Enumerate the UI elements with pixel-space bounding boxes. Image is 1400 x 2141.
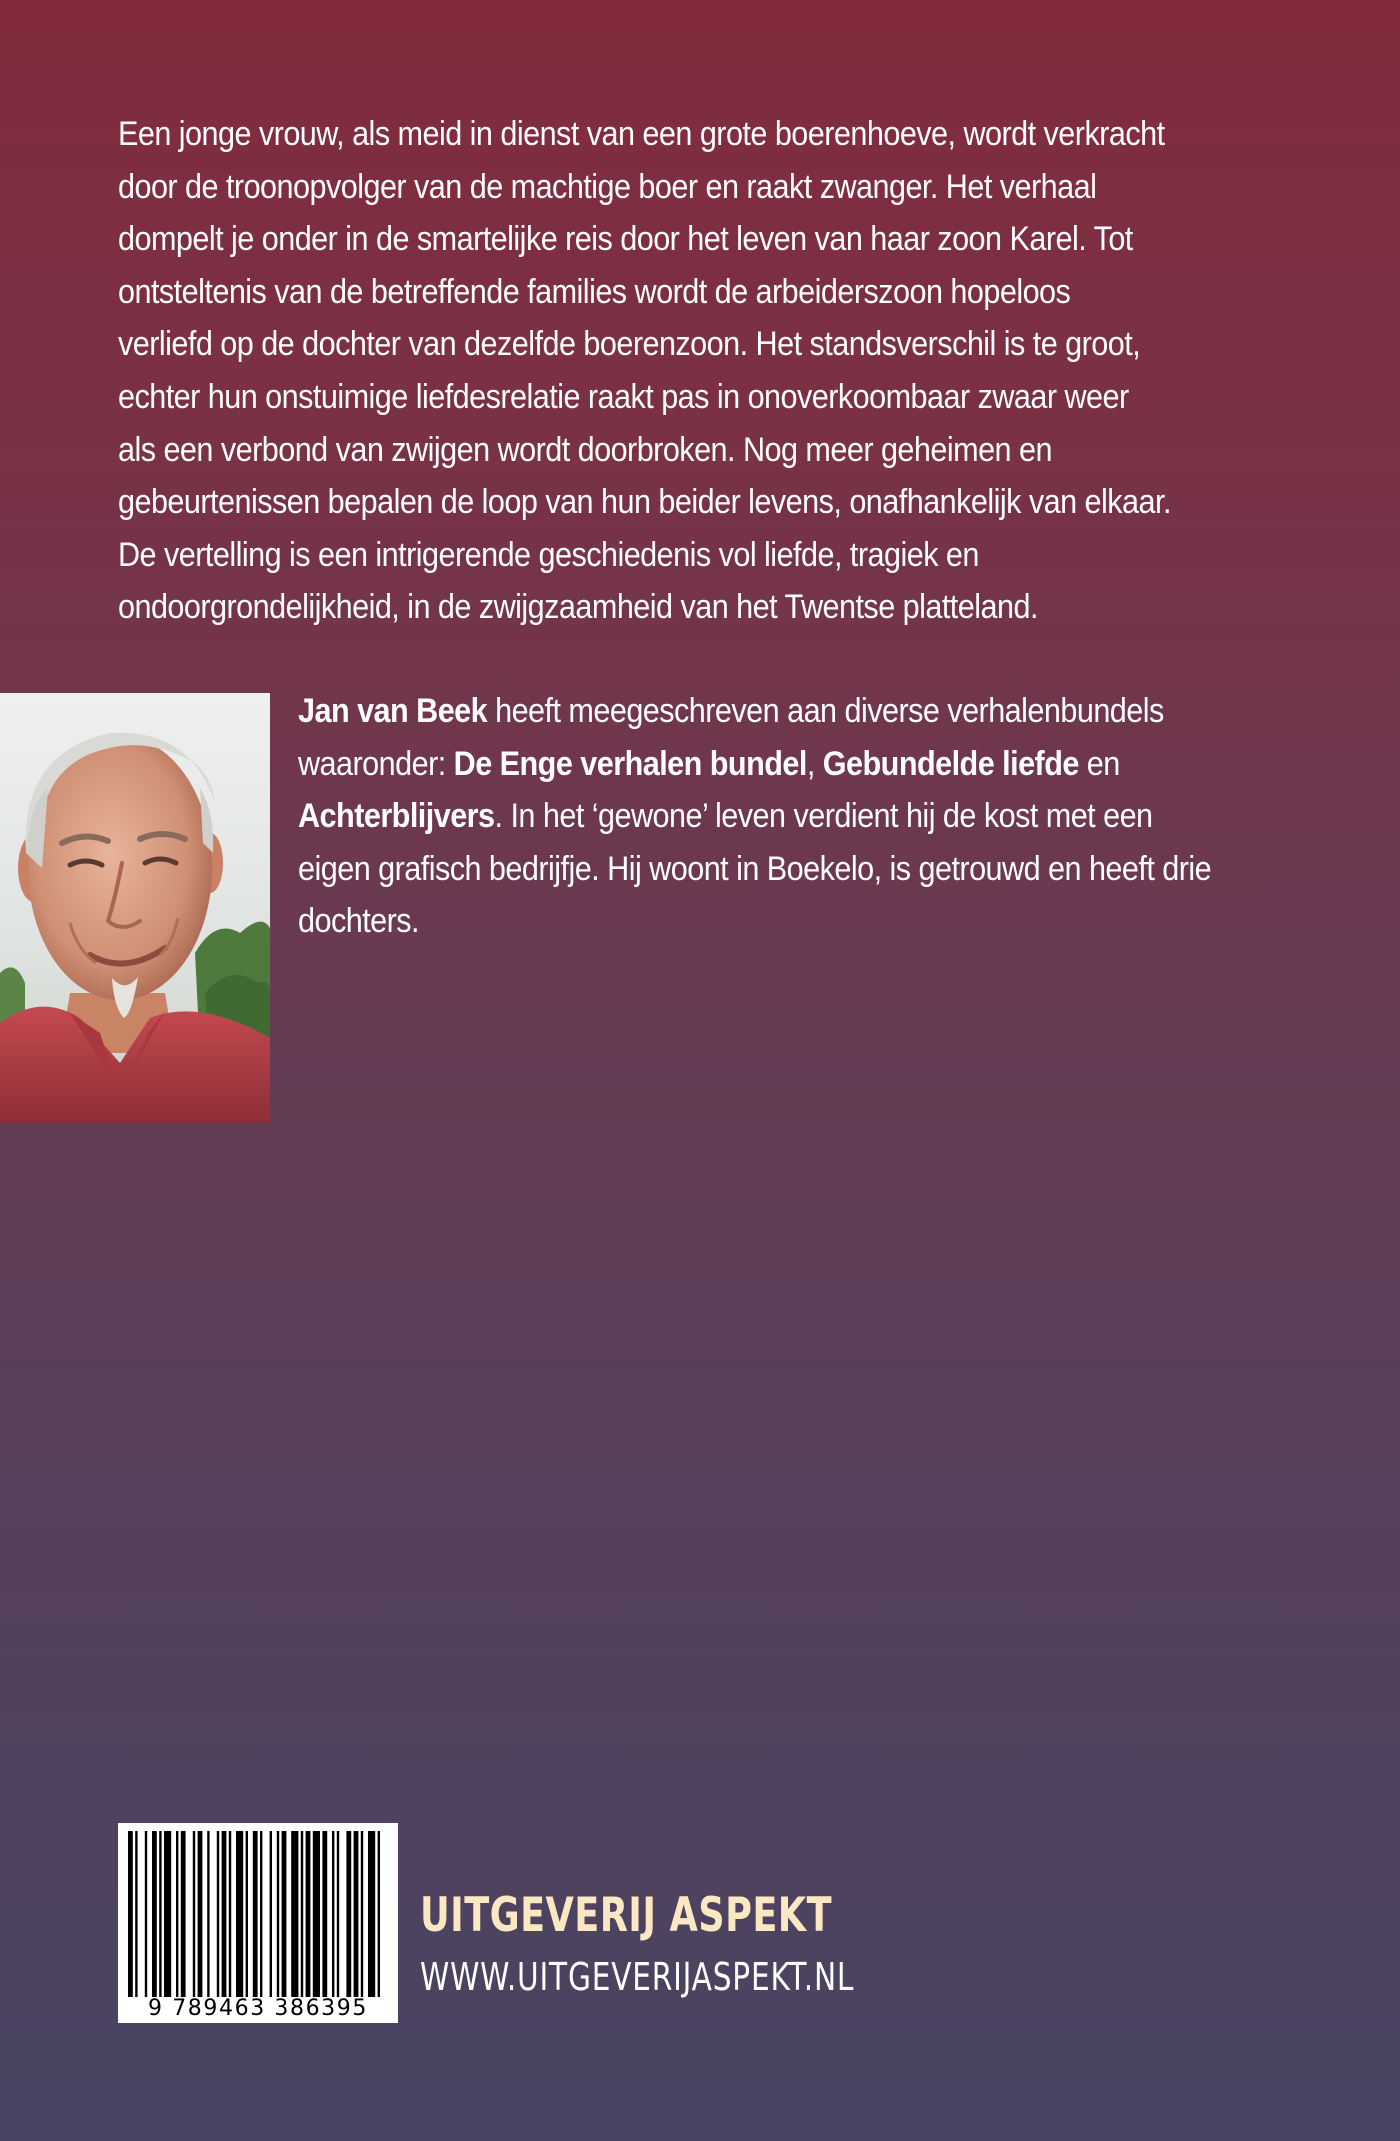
isbn-digits: 9 789463 386395 [118,1997,398,2021]
book-title-3: Achterblijvers [298,797,495,836]
publisher-name: UITGEVERIJ ASPEKT [420,1888,832,1943]
blurb-text: Een jonge vrouw, als meid in dienst van een grote boerenhoeve, wordt verkracht door de troonopvolger van de machtige boer en raakt zwanger. Het verhaal dompelt je onder in de smartelijke reis door het leven van haar zoon Karel. Tot ontsteltenis van de betreffende families wordt de arbeiderszoon hopeloos verliefd op de dochter van dezelfde boerenzoon. Het standsverschil is te groot, echter hun onstuimige liefdesrelatie raakt pas in onoverkoombaar zwaar weer als een verbond van zwijgen wordt doorbroken. Nog meer geheimen en gebeurtenissen bepalen de loop van hun beider levens, onafhankelijk van elkaar. De vertelling is een intrigerende geschiedenis vol liefde, tragiek en ondoorgrondelijkheid, in de zwijgzaamheid van het Twentse platteland. [118,115,1171,627]
bio-text-intro: heeft meegeschreven aan diverse verhalenbundels waaronder: [298,692,1164,783]
barcode-bars [118,1823,398,2023]
author-name: Jan van Beek [298,692,488,730]
bio-separator-1: , [806,744,823,783]
bio-separator-2: en [1078,744,1120,783]
author-bio [298,685,1225,948]
book-title-1: De Enge verhalen bundel [453,744,807,783]
publisher-url: WWW.UITGEVERIJASPEKT.NL [420,1955,855,1999]
book-title-2: Gebundelde liefde [822,744,1079,783]
isbn-barcode [118,1823,398,2023]
bio-text-rest: . In het ‘gewone’ leven verdient hij de kost met een eigen grafisch bedrijfje. Hij woont in Boekelo, is getrouwd en heeft drie dochters. [298,797,1212,941]
author-photo [0,693,270,1123]
